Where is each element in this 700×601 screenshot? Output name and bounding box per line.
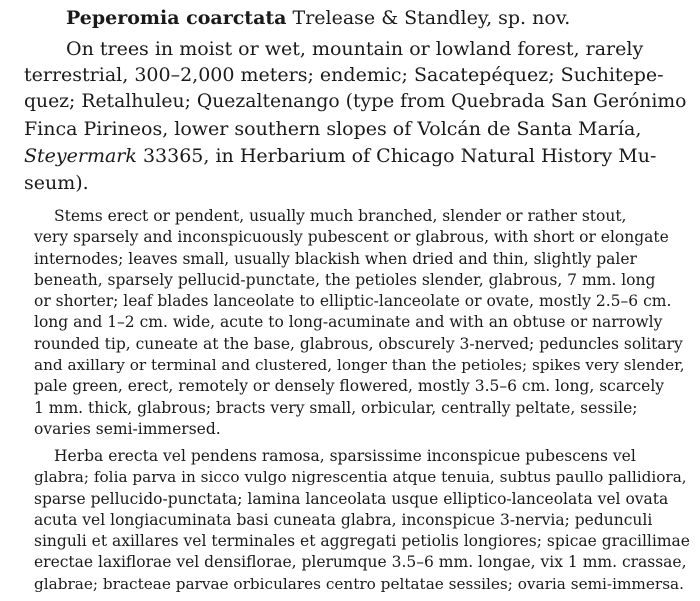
species-heading (66, 6, 570, 30)
description-line: Stems erect or pendent, usually much branched, slender or rather stout, (54, 207, 627, 225)
distribution-line: On trees in moist or wet, mountain or lowland forest, rarely (66, 38, 644, 60)
distribution-line: seum). (24, 172, 89, 194)
description-line: very sparsely and inconspicuously pubescent or glabrous, with short or elongate (34, 228, 669, 247)
latin-line: acuta vel longiacuminata basi cuneata glabra, inconspicue 3-nervia; pedunculi (34, 510, 653, 529)
latin-line: erectae laxiflorae vel densiflorae, plerumque 3.5–6 mm. longae, vix 1 mm. crassae, (34, 553, 687, 572)
description-line: pale green, erect, remotely or densely flowered, mostly 3.5–6 cm. long, scarcely (34, 377, 665, 396)
latin-line: glabrae; bracteae parvae orbiculares centro peltatae sessiles; ovaria semi-immersa. (34, 574, 684, 593)
latin-line: Herba erecta vel pendens ramosa, sparsissime inconspicue pubescens vel (54, 447, 636, 466)
description-line: and axillary or terminal and clustered, longer than the petioles; spikes very slender, (34, 355, 685, 374)
description-line: internodes; leaves small, usually blackish when dried and thin, slightly paler (34, 249, 637, 268)
latin-line: singuli et axillares vel terminales et aggregati petiolis longiores; spicae gracillimae (34, 532, 690, 551)
description-line: long and 1–2 cm. wide, acute to long-acuminate and with an obtuse or narrowly (34, 313, 663, 332)
species-name: Peperomia coarctata (66, 7, 287, 29)
distribution-line (24, 144, 656, 168)
species-author: Trelease & Standley, sp. nov. (286, 7, 571, 29)
description-line: rounded tip, cuneate at the base, glabrous, obscurely 3-nerved; peduncles solitary (34, 334, 683, 353)
latin-line: sparse pellucido-punctata; lamina lanceolata usque elliptico-lanceolata vel ovata (34, 489, 669, 508)
collector-name: Steyermark (24, 145, 137, 167)
distribution-line: quez; Retalhuleu; Quezaltenango (type from Quebrada San Gerónimo (24, 91, 687, 112)
distribution-line: terrestrial, 300–2,000 meters; endemic; Sacatepéquez; Suchitepe- (24, 64, 664, 86)
description-line: or shorter; leaf blades lanceolate to elliptic-lanceolate or ovate, mostly 2.5–6 cm. (34, 292, 672, 311)
description-line: beneath, sparsely pellucid-punctate, the petioles slender, glabrous, 7 mm. long (34, 270, 656, 289)
latin-line: glabra; folia parva in sicco vulgo nigrescentia atque tenuia, subtus paullo pallidiora, (34, 468, 687, 487)
distribution-line: Finca Pirineos, lower southern slopes of Volcán de Santa María, (24, 118, 642, 140)
description-line: ovaries semi-immersed. (34, 419, 221, 438)
distribution-line-rest: 33365, in Herbarium of Chicago Natural History Mu- (136, 145, 657, 167)
description-line: 1 mm. thick, glabrous; bracts very small, orbicular, centrally peltate, sessile; (34, 398, 638, 417)
